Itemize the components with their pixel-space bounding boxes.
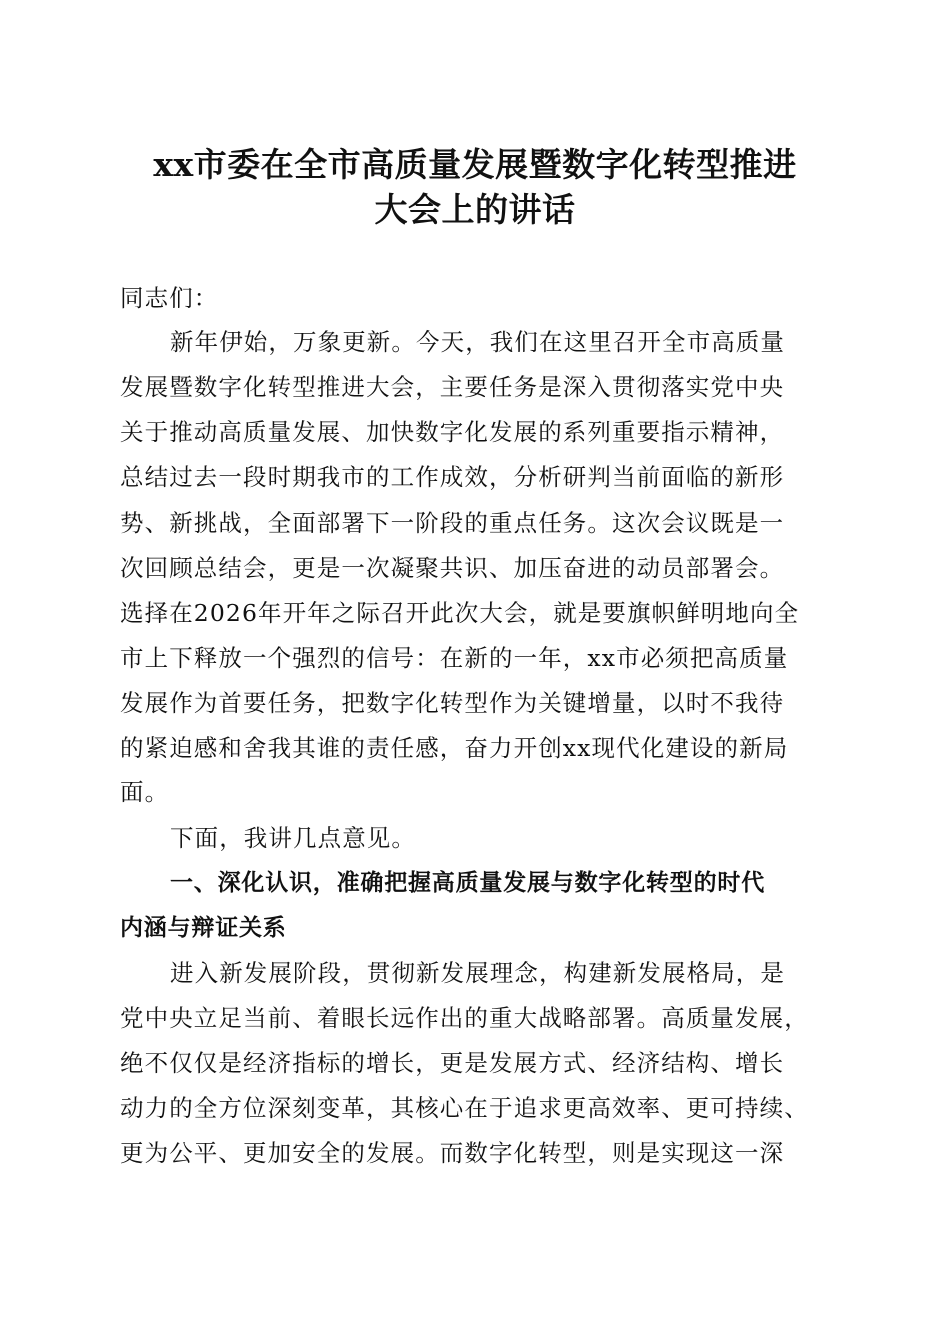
section-heading-line: 内涵与辩证关系	[120, 915, 287, 941]
document-title-line-1: xx市委在全市高质量发展暨数字化转型推进	[153, 145, 797, 184]
paragraph-line: 市上下释放一个强烈的信号：在新的一年，xx市必须把高质量	[120, 644, 789, 672]
paragraph-line: 动力的全方位深刻变革，其核心在于追求更高效率、更可持续、	[120, 1094, 809, 1122]
paragraph-line: 总结过去一段时期我市的工作成效，分析研判当前面临的新形	[120, 463, 785, 491]
salutation: 同志们：	[120, 284, 219, 312]
paragraph-line: 势、新挑战，全面部署下一阶段的重点任务。这次会议既是一	[120, 509, 785, 537]
section-heading-line: 一、深化认识，准确把握高质量发展与数字化转型的时代	[170, 870, 765, 896]
paragraph-line: 新年伊始，万象更新。今天，我们在这里召开全市高质量	[170, 328, 785, 356]
paragraph-line: 下面，我讲几点意见。	[170, 824, 416, 852]
paragraph-line: 更为公平、更加安全的发展。而数字化转型，则是实现这一深	[120, 1139, 785, 1167]
paragraph-line: 关于推动高质量发展、加快数字化发展的系列重要指示精神，	[120, 418, 785, 446]
paragraph-line: 选择在2026年开年之际召开此次大会，就是要旗帜鲜明地向全	[120, 599, 800, 627]
paragraph-line: 绝不仅仅是经济指标的增长，更是发展方式、经济结构、增长	[120, 1049, 785, 1077]
paragraph-line: 发展作为首要任务，把数字化转型作为关键增量，以时不我待	[120, 689, 785, 717]
paragraph-line: 面。	[120, 778, 170, 806]
paragraph-line: 的紧迫感和舍我其谁的责任感，奋力开创xx现代化建设的新局	[120, 734, 789, 762]
paragraph-line: 发展暨数字化转型推进大会，主要任务是深入贯彻落实党中央	[120, 373, 785, 401]
paragraph-line: 进入新发展阶段，贯彻新发展理念，构建新发展格局，是	[170, 959, 785, 987]
paragraph-line: 党中央立足当前、着眼长远作出的重大战略部署。高质量发展，	[120, 1004, 809, 1032]
paragraph-line: 次回顾总结会，更是一次凝聚共识、加压奋进的动员部署会。	[120, 554, 785, 582]
document-title-line-2: 大会上的讲话	[374, 190, 576, 229]
